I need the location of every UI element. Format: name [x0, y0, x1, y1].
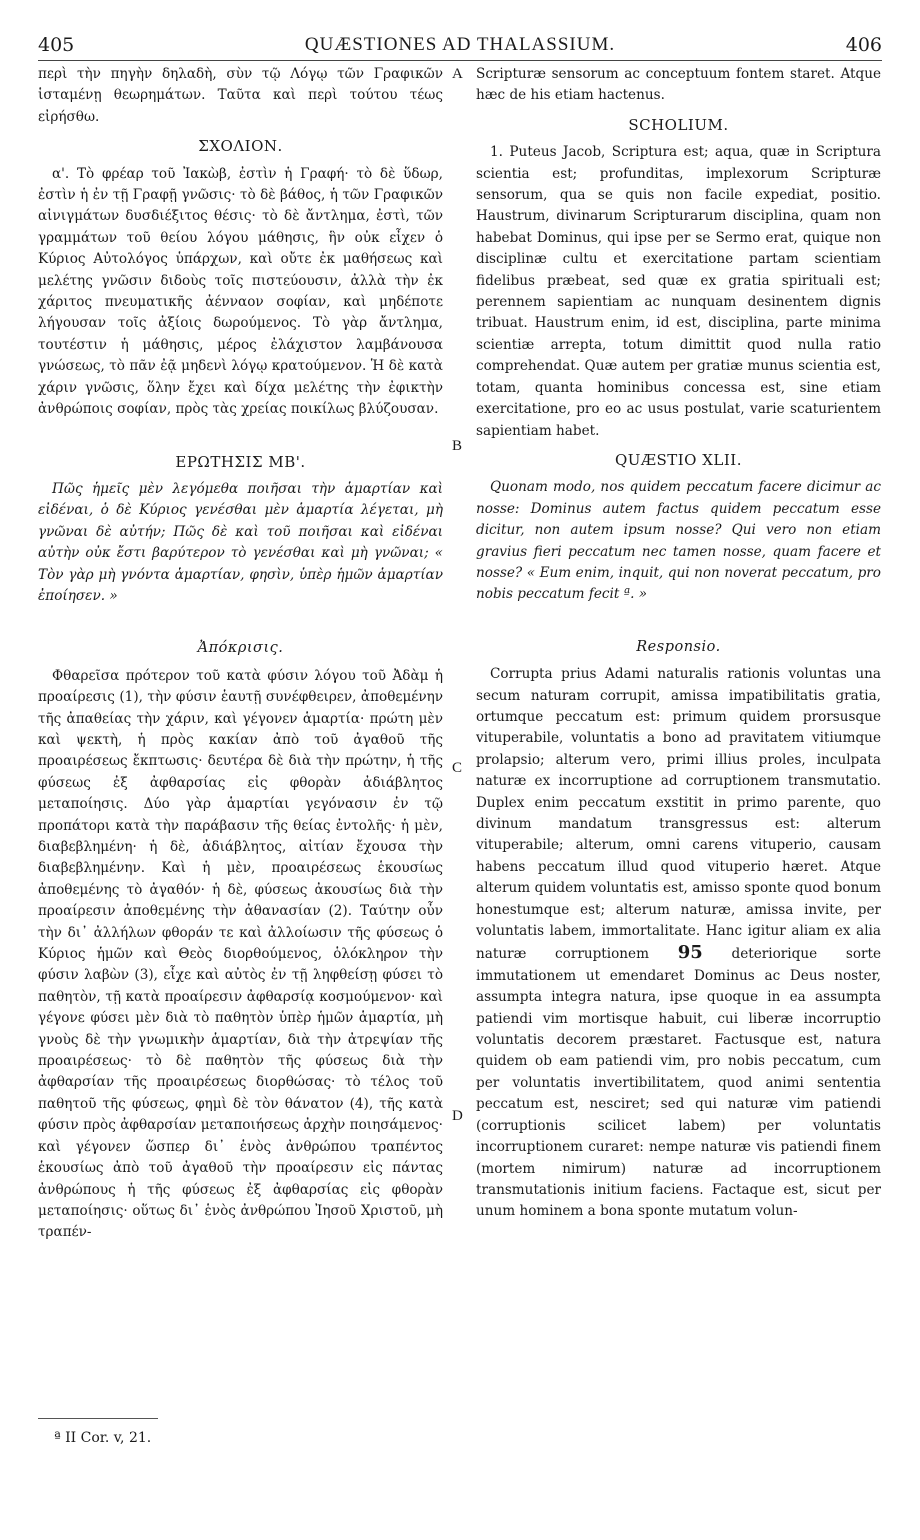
- page-number-left: 405: [38, 34, 75, 56]
- margin-letter-a: A: [452, 66, 463, 82]
- footnote: ª II Cor. v, 21.: [54, 1430, 152, 1446]
- latin-response-heading: Responsio.: [636, 638, 721, 655]
- latin-response-part-a: Corrupta prius Adami naturalis rationis voluntas una secum naturam corrupit, amissa impatibilitatis gratia, ortumque peccatum est: primum quidem prorsusque vituperabile, voluntatis a bono ad pravitatem vitiumque prolapsio; alterum vero, primi illius proles, inculpata naturæ ex incorruptione ad corruptionem transmutatio. Duplex enim peccatum exstitit in primo parente, quo divinum mandatum transgressus est: alterum vituperabile; alterum, omni carens vituperio, causam habens peccatum illud quod vituperio hæret. Atque alterum quidem voluntatis est, amisso sponte quod bonum honestumque est; alterum naturæ, amissa invite, per voluntatis labem, immortalitate. Hanc igitur aliam ex alia naturæ corruptionem: [476, 666, 881, 963]
- margin-letter-b: B: [452, 438, 463, 454]
- latin-column: [476, 64, 881, 1223]
- greek-scholion-text: α'. Τὸ φρέαρ τοῦ Ἰακὼβ, ἐστὶν ἡ Γραφή· τὸ δὲ ὕδωρ, ἐστὶν ἡ ἐν τῇ Γραφῇ γνῶσις· τὸ δὲ βάθος, ἡ τῶν Γραφικῶν αἰνιγμάτων δυσδιέξιτος θέσις· τὸ δὲ ἄντλημα, ἐστὶ, τῶν γραμμάτων τοῦ θείου λόγου μάθησις, ἣν οὐκ εἶχεν ὁ Κύριος Αὐτολόγος ὑπάρχων, καὶ οὔτε ἐκ μαθήσεως καὶ μελέτης γνῶσιν διδοὺς τοῖς πιστεύουσιν, ἀλλὰ τὴν ἐκ χάριτος πνευματικῆς ἀένναον σοφίαν, καὶ μηδέποτε λήγουσαν τοῖς ἀξίοις δωρούμενος. Τὸ γὰρ ἄντλημα, τουτέστιν ἡ μάθησις, μέρος ἐλάχιστον λαμβάνουσα γνώσεως, τὸ πᾶν ἐᾷ μηδενὶ λόγῳ κρατούμενον. Ἡ δὲ κατὰ χάριν γνῶσις, ὅλην ἔχει καὶ δίχα μελέτης τὴν ἐφικτὴν ἀνθρώποις σοφίαν, πρὸς τὰς χρείας ποικίλως βλύζουσαν.: [38, 165, 443, 418]
- latin-question-text: Quonam modo, nos quidem peccatum facere dicimur ac nosse: Dominus autem factus quidem peccatum esse dicitur, non autem ipsum nosse? Qui vero non etiam gravius fieri peccatum nec tamen nosse, quam facere et nosse? « Eum enim, inquit, qui non noverat peccatum, pro nobis peccatum fecit ª. »: [476, 479, 881, 603]
- latin-scholion-text: 1. Puteus Jacob, Scriptura est; aqua, quæ in Scriptura scientia est; profunditas, implexorum Scripturæ sensorum, qua se quis non facile expediat, positio. Haustrum, divinarum Scripturarum disciplina, quam non habebat Dominus, qui ipse per se Sermo erat, quique non disciplinæ cultu et exercitatione partam scientiam fidelibus præbeat, sed quæ ex gratia spirituali est; perennem sapientiam ac nunquam desinentem dignis tribuat. Haustrum enim, id est, disciplina, parte minima scientiæ arrepta, totum dimittit quod nulla ratio comprehendat. Quæ autem per gratiæ munus scientia est, totam, quanta hominibus concessa est, sine etiam exercitatione, pro eo ac usus postulat, varie scaturientem sapientiam habet.: [476, 144, 881, 439]
- greek-response-heading: Ἀπόκρισις.: [197, 640, 284, 657]
- greek-question-heading: ΕΡΩΤΗΣΙΣ ΜΒ'.: [175, 452, 306, 471]
- greek-question-text: Πῶς ἡμεῖς μὲν λεγόμεθα ποιῆσαι τὴν ἁμαρτίαν καὶ εἰδέναι, ὁ δὲ Κύριος γενέσθαι μὲν ἁμαρτία λέγεται, μὴ γνῶναι δὲ αὐτήν; Πῶς δὲ καὶ τοῦ ποιῆσαι καὶ εἰδέναι αὐτὴν οὐκ ἔστι βαρύτερον τὸ γενέσθαι καὶ μὴ γνῶναι; « Τὸν γὰρ μὴ γνόντα ἁμαρτίαν, φησὶν, ὑπὲρ ἡμῶν ἁμαρτίαν ἐποίησεν. »: [38, 480, 443, 604]
- running-title: QUÆSTIONES AD THALASSIUM.: [304, 34, 616, 55]
- latin-intro: Scripturæ sensorum ac conceptuum fontem staret. Atque hæc de his etiam hactenus.: [476, 66, 881, 104]
- page-number-right: 406: [845, 34, 882, 56]
- footnote-rule: [38, 1418, 158, 1419]
- greek-column: [38, 64, 443, 1244]
- greek-intro: περὶ τὴν πηγὴν δηλαδὴ, σὺν τῷ Λόγῳ τῶν Γραφικῶν ἱσταμένῃ θεωρημάτων. Ταῦτα καὶ περὶ τούτου τέως εἰρήσθω.: [38, 66, 443, 125]
- margin-letter-c: C: [452, 760, 463, 776]
- running-header: [38, 34, 882, 61]
- greek-scholion-heading: ΣΧΟΛΙΟΝ.: [198, 137, 283, 156]
- margin-letter-d: D: [452, 1108, 463, 1124]
- latin-question-heading: QUÆSTIO XLII.: [615, 450, 742, 469]
- latin-response-text: [476, 664, 881, 1223]
- greek-response-text: Φθαρεῖσα πρότερον τοῦ κατὰ φύσιν λόγου τοῦ Ἀδὰμ ἡ προαίρεσις (1), τὴν φύσιν ἑαυτῇ συνέφθειρεν, ἀποθεμένην τῆς ἀπαθείας τὴν χάριν, καὶ γέγονεν ἁμαρτία· πρώτη μὲν καὶ ψεκτὴ, ἡ πρὸς κακίαν ἀπὸ τοῦ ἀγαθοῦ τῆς προαιρέσεως ἔκπτωσις· δευτέρα δὲ διὰ τὴν πρώτην, ἡ τῆς φύσεως ἐξ ἀφθαρσίας εἰς φθορὰν ἀδιάβλητος μεταποίησις. Δύο γὰρ ἁμαρτίαι γεγόνασιν ἐν τῷ προπάτορι κατὰ τὴν παράβασιν τῆς θείας ἐντολῆς· ἡ μὲν, διαβεβλημένη· ἡ δὲ, ἀδιάβλητος, αἰτίαν ἔχουσα τὴν διαβεβλημένην. Καὶ ἡ μὲν, προαιρέσεως ἑκουσίως ἀποθεμένης τὸ ἀγαθόν· ἡ δὲ, φύσεως ἀκουσίως διὰ τὴν προαίρεσιν ἀποθεμένης τὴν ἀθανασίαν (2). Ταύτην οὖν τὴν δι᾽ ἀλλήλων φθοράν τε καὶ ἀλλοίωσιν τῆς φύσεως ὁ Κύριος ἡμῶν καὶ Θεὸς διορθούμενος, ὁλόκληρον τὴν φύσιν λαβὼν (3), εἶχε καὶ αὐτὸς ἐν τῇ ληφθείσῃ φύσει τὸ παθητὸν, τῇ κατὰ προαίρεσιν ἀφθαρσίᾳ κοσμούμενον· καὶ γέγονε φύσει μὲν διὰ τὸ παθητὸν ὑπὲρ ἡμῶν ἁμαρτία, μὴ γνοὺς δὲ τὴν γνωμικὴν ἁμαρτίαν, διὰ τὴν ἀτρεψίαν τῆς προαιρέσεως· τὸ δὲ παθητὸν τῆς φύσεως διὰ τὴν ἀφθαρσίαν τῆς προαιρέσεως διορθώσας· τὸ τέλος τοῦ παθητοῦ τῆς φύσεως, φημὶ δὲ τὸν θάνατον (4), τῆς κατὰ φύσιν πρὸς ἀφθαρσίαν μεταποιήσεως ἀρχὴν ποιησάμενος· καὶ γέγονεν ὥσπερ δι᾽ ἑνὸς ἀνθρώπου τραπέντος ἑκουσίως ἀπὸ τοῦ ἀγαθοῦ τὴν προαίρεσιν εἰς πάντας ἀνθρώπους ἡ τῆς φύσεως ἐξ ἀφθαρσίας εἰς φθορὰν μεταποίησις· οὕτως δι᾽ ἑνὸς ἀνθρώπου Ἰησοῦ Χριστοῦ, μὴ τραπέν-: [38, 667, 443, 1241]
- latin-response-part-b: deteriorique sorte immutationem ut emendaret Dominus ac Deus noster, assumpta integra natura, ipse quoque in ea assumpta patiendi vim mortisque habuit, cui liberæ incorruptio voluntatis decorem præstaret. Factusque est, natura quidem ob eam patiendi vim, pro nobis peccatum, cum per voluntatis invertibilitatem, quod animi sententia peccatum est, nesciret; sed qui naturæ vim patiendi (corruptionis scilicet labem) per voluntatis incorruptionem curaret: nempe naturæ vis patiendi finem (mortem nimirum) naturæ ad incorruptionem transmutationis initium faciens. Factaque est, sicut per unum hominem a bona sponte mutatum volun-: [476, 946, 882, 1220]
- latin-scholion-heading: SCHOLIUM.: [628, 115, 729, 134]
- column-number-marker: 95: [677, 942, 703, 964]
